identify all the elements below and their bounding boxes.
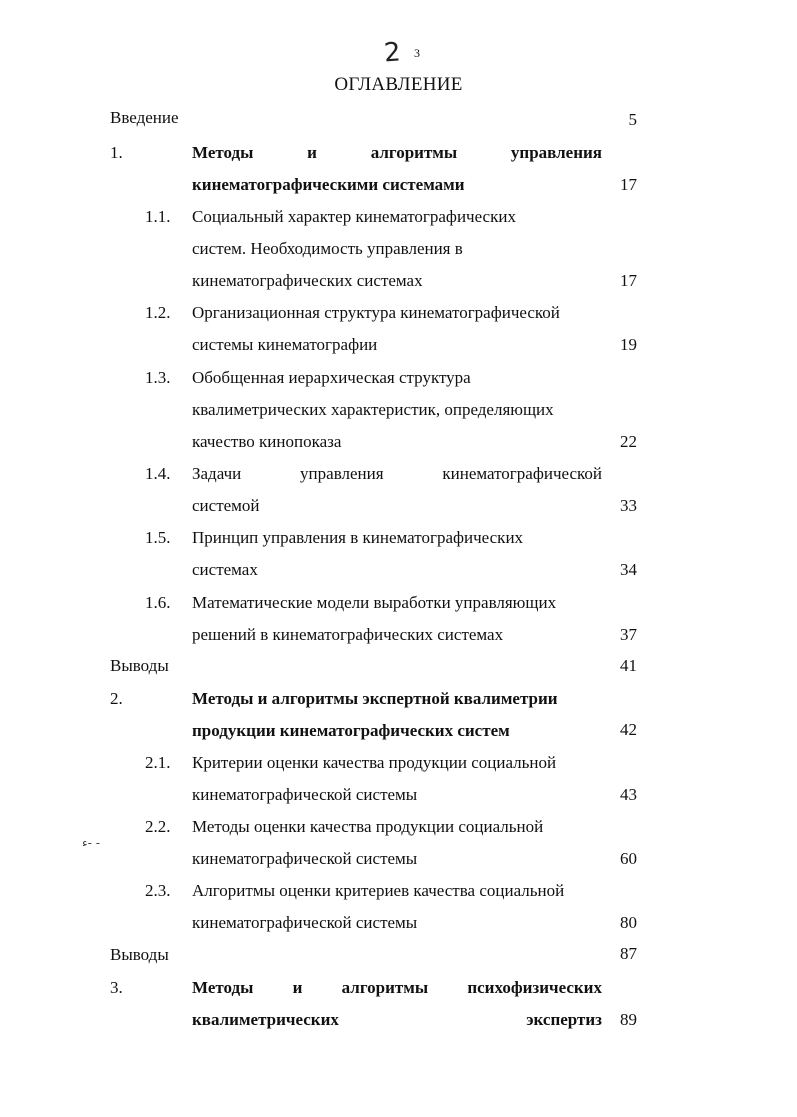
toc-label: Введение bbox=[110, 108, 179, 127]
toc-page: 43 bbox=[620, 785, 637, 804]
toc-title-line: качество кинопоказа bbox=[192, 432, 342, 451]
toc-number: 1.5. bbox=[145, 528, 171, 547]
toc-page: 42 bbox=[620, 720, 637, 739]
toc-title-line: кинематографическими системами bbox=[192, 175, 465, 194]
toc-number: 1.2. bbox=[145, 303, 171, 322]
toc-title-line: Методы и алгоритмы экспертной квалиметрии bbox=[192, 689, 558, 708]
toc-title-line: Принцип управления в кинематографических bbox=[192, 528, 524, 547]
toc-word: психофизических bbox=[467, 978, 602, 997]
toc-title-line: Методы оценки качества продукции социальной bbox=[192, 817, 544, 836]
toc-page: 5 bbox=[628, 110, 637, 129]
toc-title-line: Обобщенная иерархическая структура bbox=[192, 368, 471, 387]
toc-page: 33 bbox=[620, 496, 637, 515]
toc-number: 2.1. bbox=[145, 753, 171, 772]
toc-page: 17 bbox=[620, 271, 637, 290]
toc-title-line: Математические модели выработки управляющих bbox=[192, 593, 557, 612]
toc-title-line bbox=[192, 978, 602, 998]
toc-title-line: Социальный характер кинематографических bbox=[192, 207, 516, 226]
toc-word: кинематографической bbox=[442, 464, 602, 483]
toc-word: алгоритмы bbox=[370, 143, 458, 162]
toc-title-line bbox=[192, 143, 602, 163]
toc-number: 1. bbox=[110, 143, 123, 162]
toc-title-line bbox=[192, 1010, 602, 1030]
toc-title-line: продукции кинематографических систем bbox=[192, 721, 510, 740]
toc-word: экспертиз bbox=[526, 1010, 602, 1029]
toc-number: 2.3. bbox=[145, 881, 171, 900]
toc-word: и bbox=[292, 978, 303, 997]
toc-page: 89 bbox=[620, 1010, 637, 1029]
toc-title-line: кинематографической системы bbox=[192, 913, 418, 932]
toc-page: 37 bbox=[620, 625, 637, 644]
toc-title-line: кинематографической системы bbox=[192, 785, 418, 804]
toc-page: 60 bbox=[620, 849, 637, 868]
toc-word: управления bbox=[300, 464, 384, 483]
toc-word: Задачи bbox=[192, 464, 242, 483]
toc-number: 1.6. bbox=[145, 593, 171, 612]
toc-page: 17 bbox=[620, 175, 637, 194]
toc-title-line: системой bbox=[192, 496, 260, 515]
page-number: 3 bbox=[414, 46, 420, 60]
toc-word: Методы bbox=[192, 978, 254, 997]
toc-number: 2.2. bbox=[145, 817, 171, 836]
toc-title-line: Организационная структура кинематографической bbox=[192, 303, 560, 322]
toc-number: 3. bbox=[110, 978, 123, 997]
toc-title-line: системы кинематографии bbox=[192, 335, 378, 354]
handwritten-mark: 2 bbox=[382, 37, 402, 69]
toc-page: 41 bbox=[620, 656, 637, 675]
toc-number: 1.3. bbox=[145, 368, 171, 387]
toc-page: 87 bbox=[620, 944, 637, 963]
toc-title-line: систем. Необходимость управления в bbox=[192, 239, 463, 258]
toc-title-line: системах bbox=[192, 560, 258, 579]
toc-word: и bbox=[307, 143, 317, 162]
toc-label: Выводы bbox=[110, 945, 169, 964]
page-title: ОГЛАВЛЕНИЕ bbox=[334, 74, 463, 95]
toc-number: 1.4. bbox=[145, 464, 171, 483]
toc-title-line: Алгоритмы оценки критериев качества социальной bbox=[192, 881, 565, 900]
toc-page: 34 bbox=[620, 560, 637, 579]
toc-number: 2. bbox=[110, 689, 123, 708]
toc-title-line: Критерии оценки качества продукции социальной bbox=[192, 753, 557, 772]
toc-word: алгоритмы bbox=[341, 978, 429, 997]
toc-title-line: кинематографической системы bbox=[192, 849, 418, 868]
stray-mark: ﺀ‐ ‐ bbox=[82, 836, 101, 850]
toc-page: 80 bbox=[620, 913, 637, 932]
toc-label: Выводы bbox=[110, 656, 169, 675]
toc-title-line bbox=[192, 464, 602, 484]
toc-number: 1.1. bbox=[145, 207, 171, 226]
toc-title-line: решений в кинематографических системах bbox=[192, 625, 504, 644]
toc-page: 22 bbox=[620, 432, 637, 451]
toc-title-line: кинематографических системах bbox=[192, 271, 423, 290]
toc-title-line: квалиметрических характеристик, определяющих bbox=[192, 400, 554, 419]
toc-word: управления bbox=[510, 143, 602, 162]
toc-page: 19 bbox=[620, 335, 637, 354]
toc-word: Методы bbox=[192, 143, 254, 162]
toc-word: квалиметрических bbox=[192, 1010, 339, 1029]
